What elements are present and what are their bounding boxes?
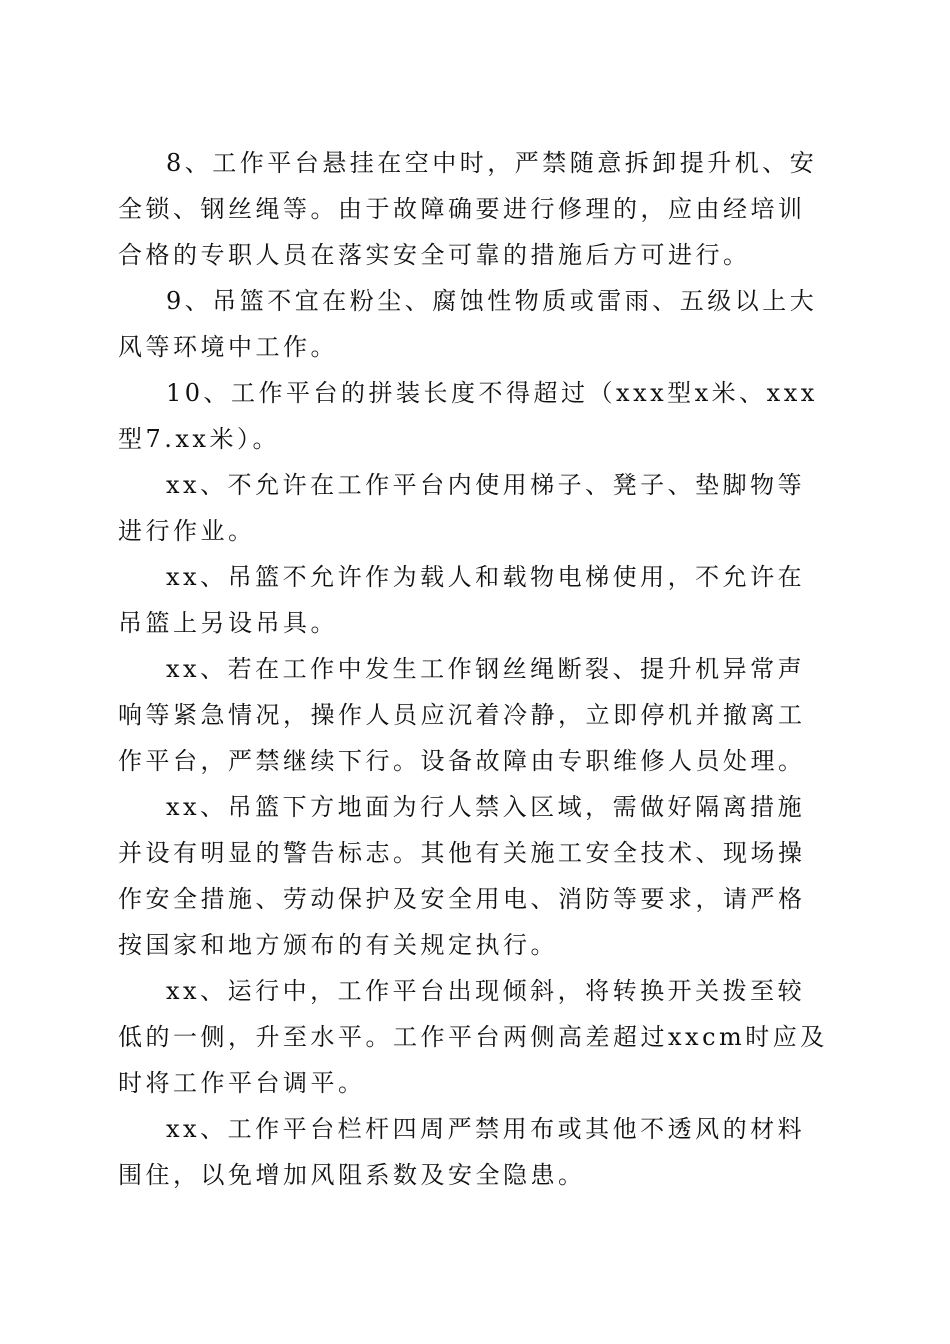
paragraph-item-emergency: xx、若在工作中发生工作钢丝绳断裂、提升机异常声响等紧急情况，操作人员应沉着冷静，立即停机并撤离工作平台，严禁继续下行。设备故障由专职维修人员处理。 <box>118 655 806 775</box>
paragraph-item-restricted-area: xx、吊篮下方地面为行人禁入区域，需做好隔离措施并设有明显的警告标志。其他有关施工安全技术、现场操作安全措施、劳动保护及安全用电、消防等要求，请严格按国家和地方颁布的有关规定执行。 <box>118 793 806 959</box>
document-body <box>118 140 830 1198</box>
paragraph-item-tilt: xx、运行中，工作平台出现倾斜，将转换开关拨至较低的一侧，升至水平。工作平台两侧高差超过xxcm时应及时将工作平台调平。 <box>118 977 828 1097</box>
paragraph-item-8: 8、工作平台悬挂在空中时，严禁随意拆卸提升机、安全锁、钢丝绳等。由于故障确要进行修理的，应由经培训合格的专职人员在落实安全可靠的措施后方可进行。 <box>118 149 818 269</box>
paragraph-item-ladder: xx、不允许在工作平台内使用梯子、凳子、垫脚物等进行作业。 <box>118 471 806 545</box>
paragraph-item-railing: xx、工作平台栏杆四周严禁用布或其他不透风的材料围住，以免增加风阻系数及安全隐患。 <box>118 1115 806 1189</box>
paragraph-item-10: 10、工作平台的拼装长度不得超过（xxx型x米、xxx型7.xx米）。 <box>118 379 818 453</box>
paragraph-item-elevator: xx、吊篮不允许作为载人和载物电梯使用，不允许在吊篮上另设吊具。 <box>118 563 806 637</box>
paragraph-item-9: 9、吊篮不宜在粉尘、腐蚀性物质或雷雨、五级以上大风等环境中工作。 <box>118 287 818 361</box>
